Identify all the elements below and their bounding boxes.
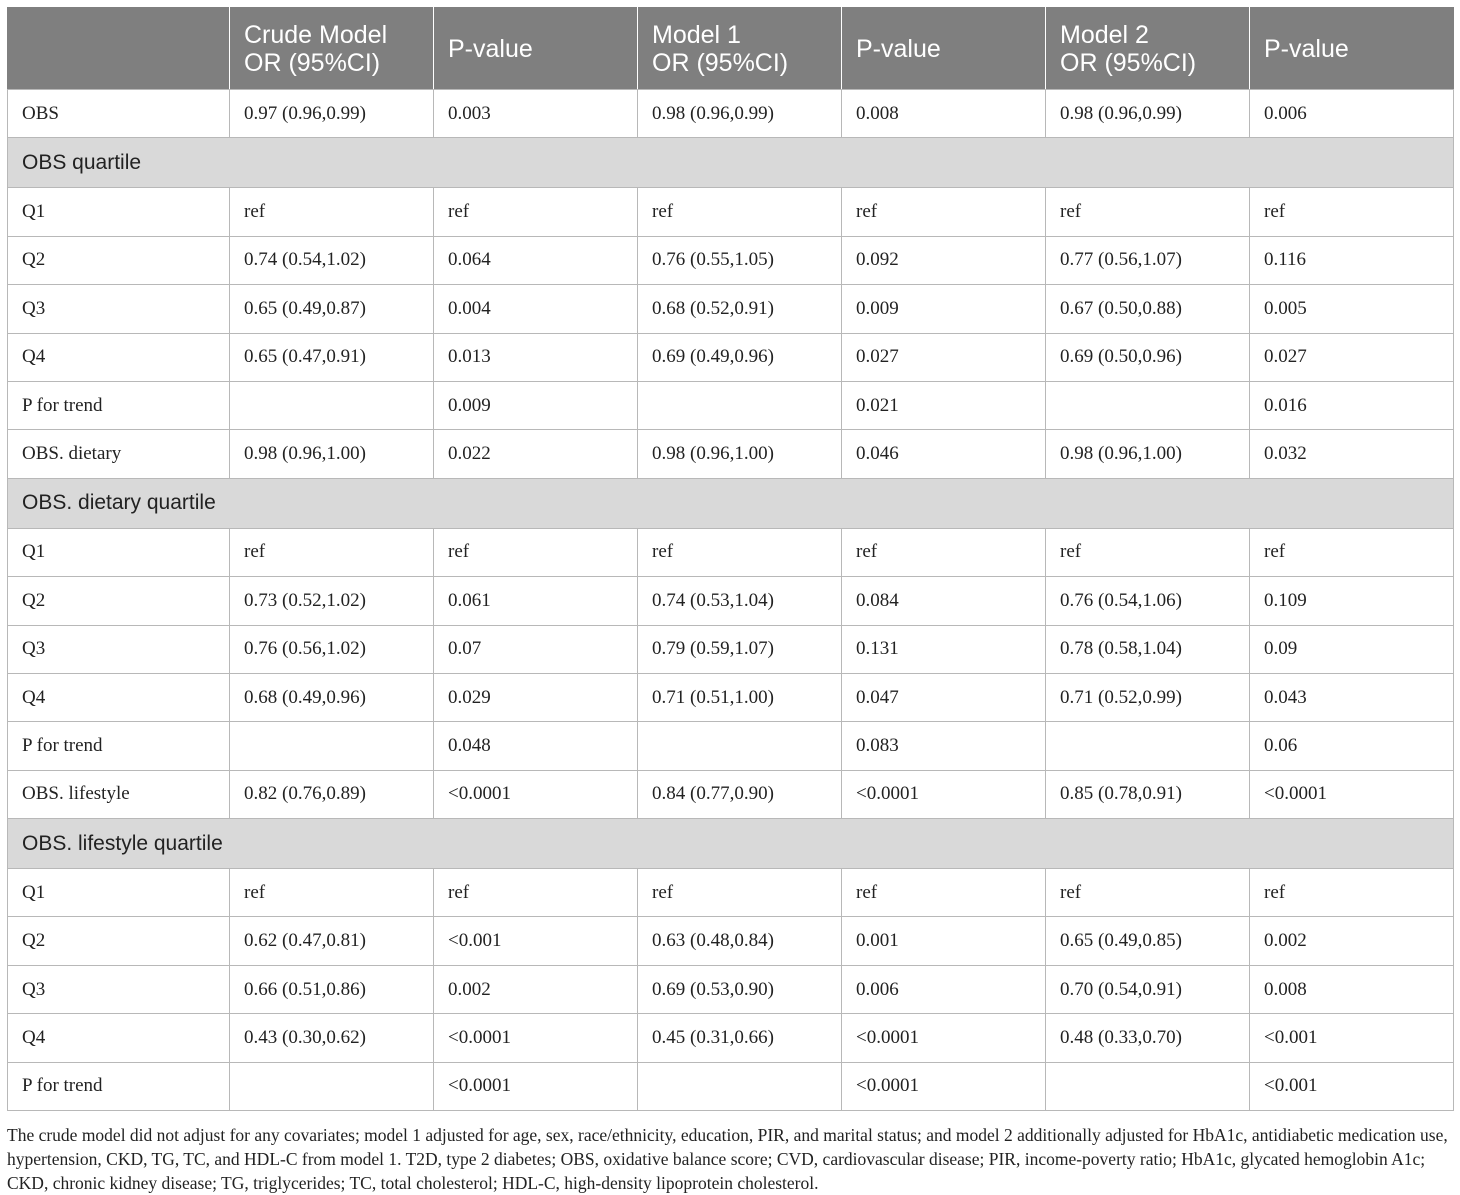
table-cell: ref — [434, 869, 638, 917]
table-row — [8, 188, 1454, 236]
row-label: Q4 — [8, 673, 230, 721]
table-cell: ref — [1250, 869, 1454, 917]
table-cell: 0.021 — [842, 381, 1046, 429]
table-cell: 0.009 — [842, 285, 1046, 333]
table-cell: 0.68 (0.52,0.91) — [638, 285, 842, 333]
table-cell: 0.70 (0.54,0.91) — [1046, 965, 1250, 1013]
row-label: P for trend — [8, 722, 230, 770]
row-label: Q3 — [8, 625, 230, 673]
table-cell: ref — [1046, 528, 1250, 576]
section-header-row — [8, 819, 1454, 869]
table-cell: 0.69 (0.49,0.96) — [638, 333, 842, 381]
table-row — [8, 917, 1454, 965]
table-cell: ref — [842, 528, 1046, 576]
table-cell: <0.001 — [1250, 1062, 1454, 1110]
table-cell: ref — [1250, 188, 1454, 236]
table-row — [8, 722, 1454, 770]
table-cell: 0.84 (0.77,0.90) — [638, 770, 842, 818]
row-label: P for trend — [8, 381, 230, 429]
table-cell — [638, 381, 842, 429]
table-row — [8, 770, 1454, 818]
table-cell: 0.131 — [842, 625, 1046, 673]
table-cell: 0.027 — [1250, 333, 1454, 381]
row-label: Q2 — [8, 917, 230, 965]
header-cell-model1-or: Model 1 OR (95%CI) — [638, 8, 842, 90]
table-cell: 0.083 — [842, 722, 1046, 770]
table-cell: 0.004 — [434, 285, 638, 333]
section-label: OBS. dietary quartile — [8, 478, 1454, 528]
header-row — [8, 8, 1454, 90]
table-cell: 0.109 — [1250, 577, 1454, 625]
table-row — [8, 1014, 1454, 1062]
table-cell — [230, 722, 434, 770]
table-cell: ref — [434, 188, 638, 236]
table-cell: 0.022 — [434, 430, 638, 478]
table-row — [8, 965, 1454, 1013]
table-cell: 0.68 (0.49,0.96) — [230, 673, 434, 721]
row-label: Q3 — [8, 285, 230, 333]
table-cell — [1046, 722, 1250, 770]
table-cell — [230, 1062, 434, 1110]
table-cell: 0.82 (0.76,0.89) — [230, 770, 434, 818]
table-cell: 0.74 (0.53,1.04) — [638, 577, 842, 625]
table-cell — [638, 722, 842, 770]
table-cell: <0.0001 — [842, 1014, 1046, 1062]
table-row — [8, 1062, 1454, 1110]
table-row — [8, 236, 1454, 284]
table-cell — [230, 381, 434, 429]
table-cell: <0.0001 — [842, 1062, 1046, 1110]
table-cell: ref — [1046, 869, 1250, 917]
table-cell: 0.69 (0.53,0.90) — [638, 965, 842, 1013]
table-cell: ref — [638, 869, 842, 917]
table-cell: 0.09 — [1250, 625, 1454, 673]
row-label: Q4 — [8, 333, 230, 381]
table-cell: 0.003 — [434, 90, 638, 138]
table-cell: <0.001 — [1250, 1014, 1454, 1062]
table-row — [8, 625, 1454, 673]
table-row — [8, 381, 1454, 429]
table-cell: 0.98 (0.96,0.99) — [1046, 90, 1250, 138]
row-label: Q2 — [8, 577, 230, 625]
table-cell: 0.061 — [434, 577, 638, 625]
table-cell: 0.002 — [1250, 917, 1454, 965]
table-cell: 0.002 — [434, 965, 638, 1013]
table-cell: 0.78 (0.58,1.04) — [1046, 625, 1250, 673]
table-cell: 0.76 (0.56,1.02) — [230, 625, 434, 673]
table-cell: 0.006 — [1250, 90, 1454, 138]
table-cell: 0.006 — [842, 965, 1046, 1013]
table-row — [8, 577, 1454, 625]
table-cell: 0.79 (0.59,1.07) — [638, 625, 842, 673]
table-cell: ref — [638, 528, 842, 576]
row-label: OBS. lifestyle — [8, 770, 230, 818]
row-label: Q1 — [8, 188, 230, 236]
table-cell: 0.76 (0.55,1.05) — [638, 236, 842, 284]
table-cell: ref — [230, 528, 434, 576]
table-cell: 0.047 — [842, 673, 1046, 721]
table-cell: 0.98 (0.96,0.99) — [638, 90, 842, 138]
table-cell: 0.71 (0.52,0.99) — [1046, 673, 1250, 721]
row-label: OBS. dietary — [8, 430, 230, 478]
table-footnote: The crude model did not adjust for any covariates; model 1 adjusted for age, sex, race/ethnicity, education, PIR, and marital status; and model 2 additionally adjusted for HbA1c, antidiabetic medication use, hypertension, CKD, TG, TC, and HDL-C from model 1. T2D, type 2 diabetes; OBS, oxidative balance score; CVD, cardiovascular disease; PIR, income-poverty ratio; HbA1c, glycated hemoglobin A1c; CKD, chronic kidney disease; TG, triglycerides; TC, total cholesterol; HDL-C, high-density lipoprotein cholesterol. — [7, 1125, 1448, 1194]
table-cell: <0.0001 — [842, 770, 1046, 818]
table-cell: 0.032 — [1250, 430, 1454, 478]
table-cell: 0.084 — [842, 577, 1046, 625]
table-cell: 0.43 (0.30,0.62) — [230, 1014, 434, 1062]
table-row — [8, 528, 1454, 576]
table-cell: ref — [230, 188, 434, 236]
section-header-row — [8, 478, 1454, 528]
header-cell-crude-p: P-value — [434, 8, 638, 90]
table-cell: <0.0001 — [434, 770, 638, 818]
table-cell: ref — [434, 528, 638, 576]
section-header-row — [8, 138, 1454, 188]
row-label: Q1 — [8, 869, 230, 917]
header-cell-model2-or: Model 2 OR (95%CI) — [1046, 8, 1250, 90]
table-cell: 0.73 (0.52,1.02) — [230, 577, 434, 625]
header-cell-label — [8, 8, 230, 90]
table-cell: 0.06 — [1250, 722, 1454, 770]
table-cell: 0.016 — [1250, 381, 1454, 429]
table-cell: 0.97 (0.96,0.99) — [230, 90, 434, 138]
table-cell: 0.029 — [434, 673, 638, 721]
table-cell: 0.63 (0.48,0.84) — [638, 917, 842, 965]
table-cell: 0.66 (0.51,0.86) — [230, 965, 434, 1013]
table-cell: 0.048 — [434, 722, 638, 770]
table-row — [8, 333, 1454, 381]
table-cell: ref — [230, 869, 434, 917]
table-cell: 0.67 (0.50,0.88) — [1046, 285, 1250, 333]
section-label: OBS quartile — [8, 138, 1454, 188]
results-table — [7, 7, 1454, 1111]
table-cell: 0.027 — [842, 333, 1046, 381]
table-cell: 0.013 — [434, 333, 638, 381]
table-row — [8, 869, 1454, 917]
section-label: OBS. lifestyle quartile — [8, 819, 1454, 869]
table-cell: 0.69 (0.50,0.96) — [1046, 333, 1250, 381]
table-cell — [1046, 381, 1250, 429]
table-row — [8, 285, 1454, 333]
table-cell: 0.001 — [842, 917, 1046, 965]
table-cell: 0.98 (0.96,1.00) — [638, 430, 842, 478]
table-cell: ref — [1250, 528, 1454, 576]
table-cell: <0.0001 — [434, 1062, 638, 1110]
table-cell: 0.008 — [842, 90, 1046, 138]
table-cell: 0.046 — [842, 430, 1046, 478]
table-body — [8, 90, 1454, 1111]
table-cell: 0.76 (0.54,1.06) — [1046, 577, 1250, 625]
table-cell — [638, 1062, 842, 1110]
table-cell: <0.0001 — [434, 1014, 638, 1062]
table-cell: ref — [638, 188, 842, 236]
table-cell: 0.043 — [1250, 673, 1454, 721]
table-cell: 0.98 (0.96,1.00) — [230, 430, 434, 478]
table-cell: 0.092 — [842, 236, 1046, 284]
table-row — [8, 430, 1454, 478]
row-label: Q4 — [8, 1014, 230, 1062]
table-cell: 0.71 (0.51,1.00) — [638, 673, 842, 721]
row-label: P for trend — [8, 1062, 230, 1110]
table-cell: ref — [842, 869, 1046, 917]
table-cell: 0.98 (0.96,1.00) — [1046, 430, 1250, 478]
row-label: Q3 — [8, 965, 230, 1013]
table-cell: <0.0001 — [1250, 770, 1454, 818]
table-cell: 0.116 — [1250, 236, 1454, 284]
table-cell: 0.008 — [1250, 965, 1454, 1013]
header-cell-model1-p: P-value — [842, 8, 1046, 90]
row-label: Q1 — [8, 528, 230, 576]
table-cell: 0.009 — [434, 381, 638, 429]
table-cell: 0.62 (0.47,0.81) — [230, 917, 434, 965]
table-cell: 0.07 — [434, 625, 638, 673]
table-cell: 0.45 (0.31,0.66) — [638, 1014, 842, 1062]
table-cell: <0.001 — [434, 917, 638, 965]
table-cell: 0.48 (0.33,0.70) — [1046, 1014, 1250, 1062]
table-cell: 0.65 (0.49,0.87) — [230, 285, 434, 333]
table-row — [8, 90, 1454, 138]
header-cell-model2-p: P-value — [1250, 8, 1454, 90]
row-label: Q2 — [8, 236, 230, 284]
table-cell: 0.064 — [434, 236, 638, 284]
table-container — [7, 7, 1453, 1195]
table-cell: 0.65 (0.47,0.91) — [230, 333, 434, 381]
table-cell: 0.77 (0.56,1.07) — [1046, 236, 1250, 284]
table-cell: 0.74 (0.54,1.02) — [230, 236, 434, 284]
table-cell: 0.85 (0.78,0.91) — [1046, 770, 1250, 818]
header-cell-crude-or: Crude Model OR (95%CI) — [230, 8, 434, 90]
table-cell: 0.65 (0.49,0.85) — [1046, 917, 1250, 965]
row-label: OBS — [8, 90, 230, 138]
table-cell: 0.005 — [1250, 285, 1454, 333]
table-cell: ref — [1046, 188, 1250, 236]
table-row — [8, 673, 1454, 721]
table-cell: ref — [842, 188, 1046, 236]
table-cell — [1046, 1062, 1250, 1110]
